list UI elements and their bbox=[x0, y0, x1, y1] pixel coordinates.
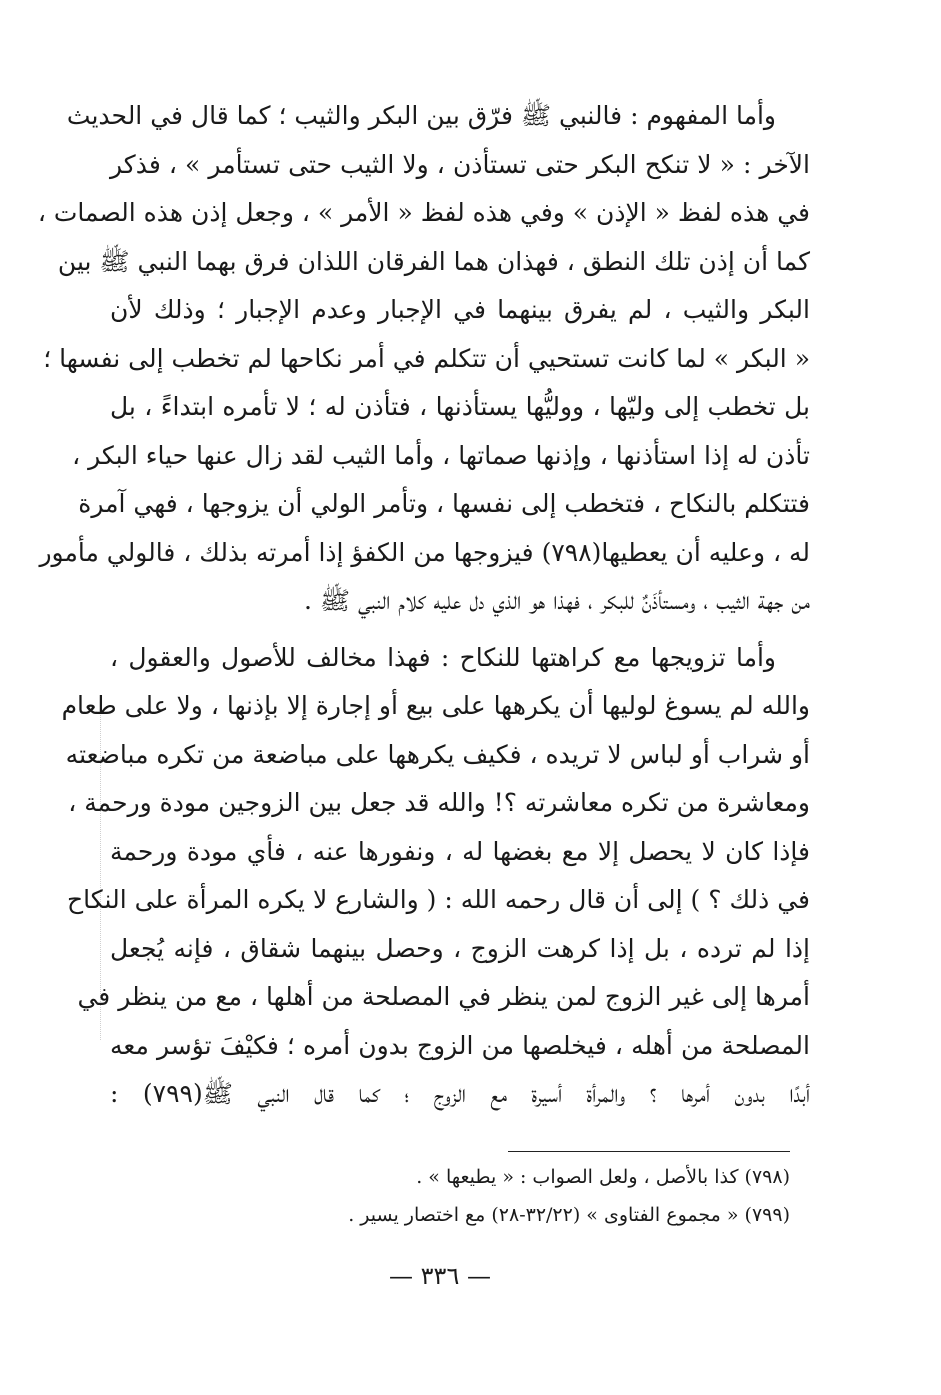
text-line: في هذه لفظ « الإذن » وفي هذه لفظ « الأمر » ، وجعل إذن هذه الصمات ، bbox=[37, 198, 810, 227]
text-line: ومعاشرة من تكره معاشرته ؟! والله قد جعل بين الزوجين مودة ورحمة ، bbox=[68, 788, 810, 817]
footnote-separator bbox=[508, 1151, 790, 1152]
text-line: والله لم يسوغ لوليها أن يكرهها على بيع أو إجارة إلا بإذنها ، ولا على طعام bbox=[61, 691, 810, 720]
page-number: — ٣٣٦ — bbox=[389, 1262, 491, 1290]
text-line: إذا لم ترده ، بل إذا كرهت الزوج ، وحصل بينهما شقاق ، فإنه يُجعل bbox=[110, 933, 810, 963]
text-line: بل تخطب إلى وليّها ، ووليُّها يستأذنها ، فتأذن له ؛ لا تأمره ابتداءً ، بل bbox=[110, 392, 810, 421]
footnotes bbox=[110, 1158, 790, 1234]
text-line: الآخر : « لا تنكح البكر حتى تستأذن ، ولا الثيب حتى تستأمر » ، فذكر bbox=[110, 149, 810, 179]
paragraph-gap bbox=[110, 626, 810, 634]
text-line: وأما تزويجها مع كراهتها للنكاح : فهذا مخالف للأصول والعقول ، bbox=[110, 642, 776, 672]
text-line: فتتكلم بالنكاح ، فتخطب إلى نفسها ، وتأمر الولي أن يزوجها ، فهي آمرة bbox=[78, 489, 810, 518]
text-line: من جهة الثيب ، ومستأذَنٌ للبكر ، فهذا هو الذي دل عليه كلام النبي ﷺ . bbox=[304, 586, 810, 615]
text-line: أمرها إلى غير الزوج لمن ينظر في المصلحة من أهلها ، مع من ينظر في bbox=[77, 982, 810, 1011]
main-text bbox=[37, 92, 811, 1119]
text-line: كما أن إذن تلك النطق ، فهذان هما الفرقان اللذان فرق بهما النبي ﷺ بين bbox=[57, 246, 810, 276]
text-line: المصلحة من أهله ، فيخلصها من الزوج بدون أمره ؛ فكيْفَ تؤسر معه bbox=[110, 1030, 810, 1060]
text-line: في ذلك ؟ ) إلى أن قال رحمه الله : ( والشارع لا يكره المرأة على النكاح bbox=[66, 885, 810, 914]
text-line: فإذا كان لا يحصل إلا مع بغضها له ، ونفورها عنه ، فأي مودة ورحمة bbox=[110, 836, 810, 866]
text-line: له ، وعليه أن يعطيها(٧٩٨) فيزوجها من الكفؤ إذا أمرته بذلك ، فالولي مأمور bbox=[39, 537, 810, 567]
footnote-799: (٧٩٩) « مجموع الفتاوى » (٣٢/٢٢-٢٨) مع اختصار يسير . bbox=[348, 1204, 790, 1226]
text-line: تأذن له إذا استأذنها ، وإذنها صماتها ، وأما الثيب لقد زال عنها حياء البكر ، bbox=[72, 440, 810, 470]
text-line: البكر والثيب ، لم يفرق بينهما في الإجبار وعدم الإجبار ؛ وذلك لأن bbox=[110, 295, 810, 324]
text-line: أبدًا بدون أمرها ؟ والمرأة أسيرة مع الزوج ؛ كما قال النبي ﷺ(٧٩٩) : bbox=[110, 1079, 811, 1108]
footnote-798: (٧٩٨) كذا بالأصل ، ولعل الصواب : « يطيعها » . bbox=[416, 1166, 790, 1188]
text-line: وأما المفهوم : فالنبي ﷺ فرّق بين البكر والثيب ؛ كما قال في الحديث bbox=[66, 101, 776, 130]
text-line: « البكر » لما كانت تستحيي أن تتكلم في أمر نكاحها لم تخطب إلى نفسها ؛ bbox=[43, 343, 810, 373]
text-line: أو شراب أو لباس لا تريده ، فكيف يكرهها على مباضعة من تكره مباضعته bbox=[65, 739, 810, 769]
